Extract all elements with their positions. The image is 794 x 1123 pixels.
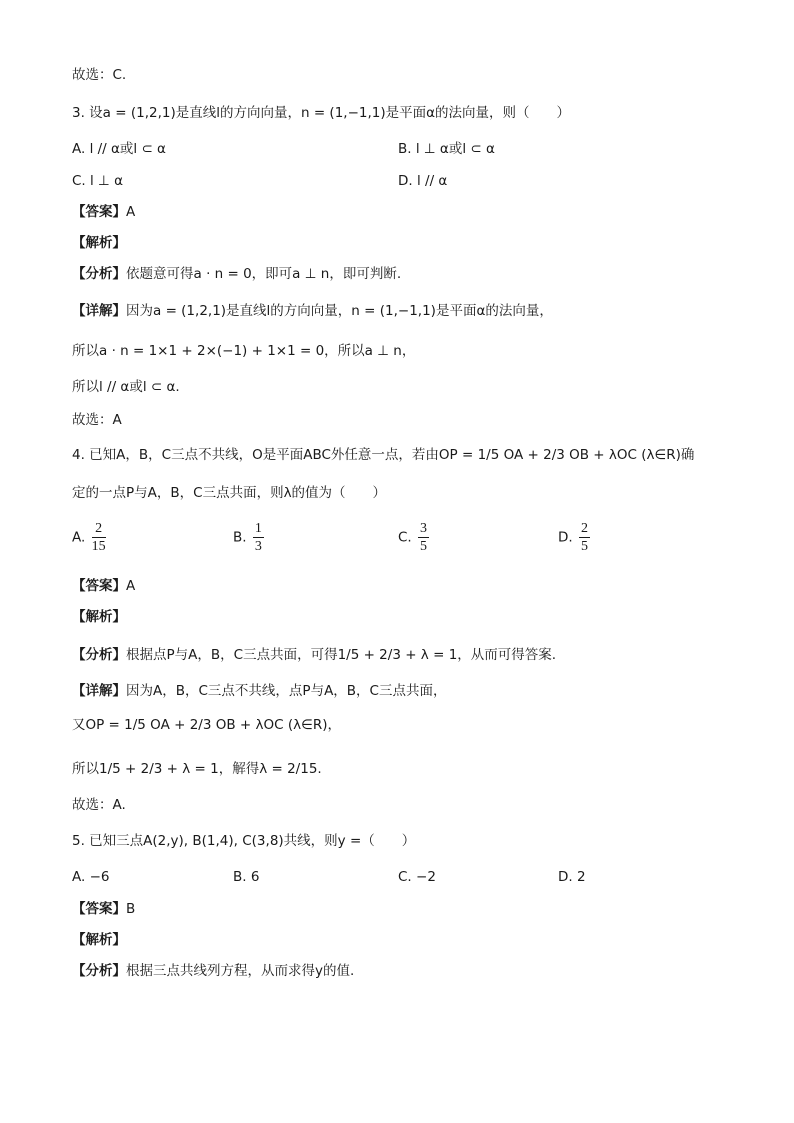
q3-xiangjie-line-1: 【详解】因为a = (1,2,1)是直线l的方向向量，n = (1,−1,1)是平面α的法向量，: [72, 303, 553, 319]
q4-xiangjie-line-3: 所以1/5 + 2/3 + λ = 1，解得λ = 2/15.: [72, 761, 322, 777]
fraction: $\frac{3}{5}$: [420, 521, 428, 554]
q4-stem-line-1: 4. 已知A，B，C三点不共线，O是平面ABC外任意一点，若由OP = 1/5 OA + 2/3 OB + λOC (λ∈R)确: [72, 447, 695, 463]
q4-option-a: A. $\frac{2}{15}$: [72, 521, 106, 554]
q3-option-c: C. l ⊥ α: [72, 173, 124, 189]
q4-choose-line: 故选：A.: [72, 797, 126, 813]
q5-option-c: C. −2: [398, 869, 436, 885]
q5-option-a: A. −6: [72, 869, 110, 885]
q4-option-b: B. $\frac{1}{3}$: [233, 521, 262, 554]
q4-option-d: D. $\frac{2}{5}$: [558, 521, 588, 554]
q5-analysis-tag: 【解析】: [72, 932, 126, 948]
q3-xiangjie-line-3: 所以l // α或l ⊂ α.: [72, 379, 180, 395]
q3-option-d: D. l // α: [398, 173, 448, 189]
q3-fenxi-line: [72, 265, 401, 283]
fenxi-tag: 【分析】: [72, 266, 126, 282]
q3-choose-line: 故选：A: [72, 412, 122, 428]
answer-value: A: [126, 204, 136, 220]
q3-answer-line: [72, 203, 135, 221]
fraction: $\frac{2}{5}$: [580, 521, 588, 554]
q4-xiangjie-line-2: 又OP = 1/5 OA + 2/3 OB + λOC (λ∈R)，: [72, 717, 341, 733]
q4-stem-line-2: 定的一点P与A，B，C三点共面，则λ的值为（ ）: [72, 485, 387, 501]
q5-fenxi-line: 【分析】根据三点共线列方程，从而求得y的值.: [72, 963, 355, 979]
fraction: $\frac{2}{15}$: [91, 521, 106, 554]
q5-stem: 5. 已知三点A(2,y), B(1,4), C(3,8)共线，则y =（ ）: [72, 833, 416, 849]
q3-stem: 3. 设a = (1,2,1)是直线l的方向向量，n = (1,−1,1)是平面α的法向量，则（ ）: [72, 105, 571, 121]
q3-option-b: B. l ⊥ α或l ⊂ α: [398, 141, 495, 157]
xiangjie-tag: 【详解】: [72, 303, 126, 319]
answer-tag: 【答案】: [72, 204, 126, 220]
q3-xiangjie-line-2: 所以a · n = 1×1 + 2×(−1) + 1×1 = 0，所以a ⊥ n，: [72, 343, 416, 359]
q5-option-b: B. 6: [233, 869, 260, 885]
fraction: $\frac{1}{3}$: [254, 521, 262, 554]
fenxi-text: 依题意可得a · n = 0，即可a ⊥ n，即可判断.: [126, 266, 402, 282]
q4-analysis-tag: 【解析】: [72, 609, 126, 625]
q5-answer-line: 【答案】B: [72, 901, 136, 917]
q2-choose-line: 故选：C.: [72, 67, 127, 83]
q4-answer-line: 【答案】A: [72, 578, 136, 594]
q3-option-a: A. l // α或l ⊂ α: [72, 141, 166, 157]
q4-option-c: C. $\frac{3}{5}$: [398, 521, 428, 554]
q4-xiangjie-line-1: 【详解】因为A，B，C三点不共线，点P与A，B，C三点共面，: [72, 683, 447, 699]
q5-option-d: D. 2: [558, 869, 586, 885]
q4-fenxi-line: 【分析】根据点P与A，B，C三点共面，可得1/5 + 2/3 + λ = 1，从而可得答案.: [72, 647, 557, 663]
q3-analysis-tag: 【解析】: [72, 235, 126, 251]
